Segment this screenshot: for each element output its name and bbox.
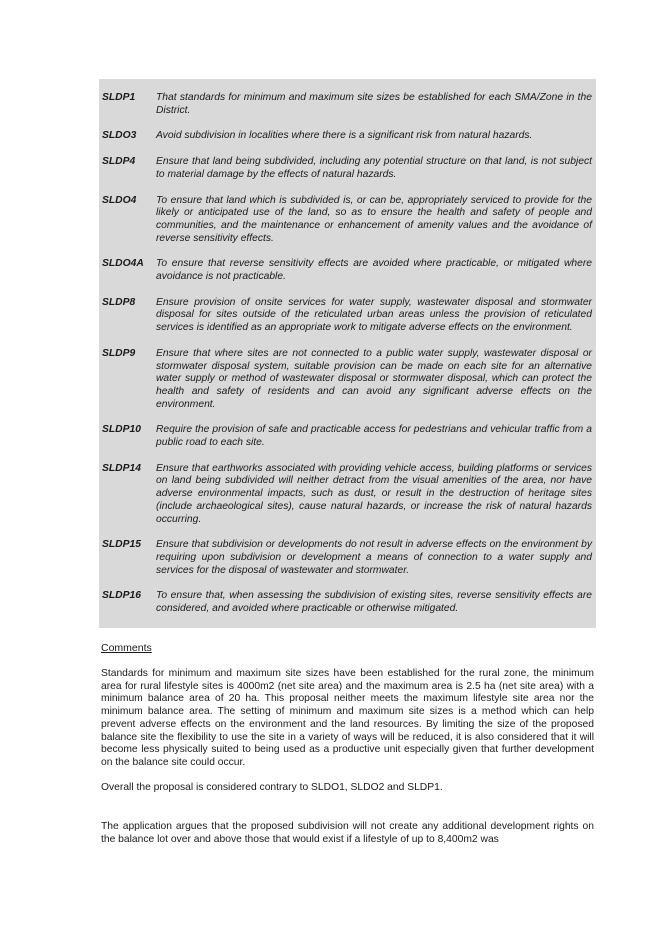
- policy-row: [102, 424, 593, 449]
- policy-code: SLDP9: [102, 347, 136, 359]
- policy-code: SLDO4A: [102, 258, 144, 270]
- policy-text: To ensure that reverse sensitivity effects are avoided where practicable, or mitigated where avoidance is not practicable.: [156, 258, 592, 283]
- comments-paragraph: Overall the proposal is considered contrary to SLDO1, SLDO2 and SLDP1.: [101, 782, 443, 793]
- policy-row: [102, 297, 593, 335]
- policy-row: [102, 258, 593, 283]
- policy-text: Avoid subdivision in localities where there is a significant risk from natural hazards.: [156, 130, 533, 142]
- policy-code: SLDO3: [102, 130, 137, 142]
- policy-text: Ensure that land being subdivided, including any potential structure on that land, is not subject to material damage by the effects of natural hazards.: [156, 156, 592, 180]
- policy-text: That standards for minimum and maximum site sizes be established for each SMA/Zone in the District.: [156, 92, 592, 116]
- comments-heading: Comments: [101, 642, 152, 654]
- policy-row: [102, 463, 593, 527]
- policy-text: Ensure that earthworks associated with providing vehicle access, building platforms or services on land being subdivided will neither detract from the visual amenities of the area, nor have adverse environmental impacts, such as dust, or result in the destruction of heritage sites (include archaeological sites), cause natural hazards, or increase the risk of natural hazards occurring.: [156, 462, 592, 525]
- policy-code: SLDP14: [102, 462, 141, 474]
- policy-code: SLDP4: [102, 156, 136, 168]
- policy-row: [102, 92, 593, 117]
- policy-text: Require the provision of safe and practicable access for pedestrians and vehicular traffic from a public road to each site.: [156, 424, 592, 449]
- policy-text: Ensure that where sites are not connected to a public water supply, wastewater disposal or stormwater disposal system, suitable provision can be made on each site for an alternative water supply or method of wastewater disposal or stormwater disposal, which can protect the health and safety of residents and can avoid any significant adverse effects on the environment.: [156, 347, 592, 410]
- policy-row: [102, 156, 593, 181]
- policy-code: SLDO4: [102, 194, 137, 206]
- policy-text: Ensure provision of onsite services for water supply, wastewater disposal and stormwater disposal for sites outside of the reticulated urban areas unless the provision of reticulated services is identified as an appropriate work to mitigate adverse effects on the environment.: [156, 296, 592, 334]
- policy-text: To ensure that land which is subdivided is, or can be, appropriately serviced to provide for the likely or anticipated use of the land, so as to ensure the health and safety of people and communities, and the maintenance or enhancement of amenity values and the avoidance of reverse sensitivity effects.: [156, 194, 592, 244]
- policy-code: SLDP16: [102, 590, 141, 602]
- policy-row: [102, 539, 593, 577]
- policy-code: SLDP15: [102, 539, 141, 551]
- policy-text: To ensure that, when assessing the subdivision of existing sites, reverse sensitivity effects are considered, and avoided where practicable or otherwise mitigated.: [156, 590, 592, 615]
- policy-row: [102, 348, 593, 412]
- policy-table: [99, 79, 596, 628]
- policy-text: Ensure that subdivision or developments do not result in adverse effects on the environment by requiring upon subdivision or development a means of connection to a water supply and services for the disposal of wastewater and stormwater.: [156, 539, 592, 576]
- comments-paragraph: Standards for minimum and maximum site sizes have been established for the rural zone, the minimum area for rural lifestyle sites is 4000m2 (net site area) and the maximum area is 2.5 ha (net site area) with a minimum balance area of 20 ha. This proposal neither meets the maximum lifestyle site area nor the minimum balance area. The setting of minimum and maximum site sizes is a method which can help prevent adverse effects on the environment and the land resources. By limiting the size of the proposed balance site the flexibility to use the site in a variety of ways will be reduced, it is also considered that it will become less physically suited to being used as a productive unit especially given that further development on the balance site could occur.: [101, 668, 594, 768]
- policy-code: SLDP10: [102, 424, 141, 436]
- policy-row: [102, 590, 593, 615]
- policy-code: SLDP8: [102, 296, 136, 308]
- comments-paragraph: The application argues that the proposed subdivision will not create any additional development rights on the balance lot over and above those that would exist if a lifestyle of up to 8,400m2 was: [101, 821, 594, 845]
- policy-row: [102, 195, 593, 246]
- policy-code: SLDP1: [102, 92, 136, 103]
- policy-row: [102, 130, 593, 143]
